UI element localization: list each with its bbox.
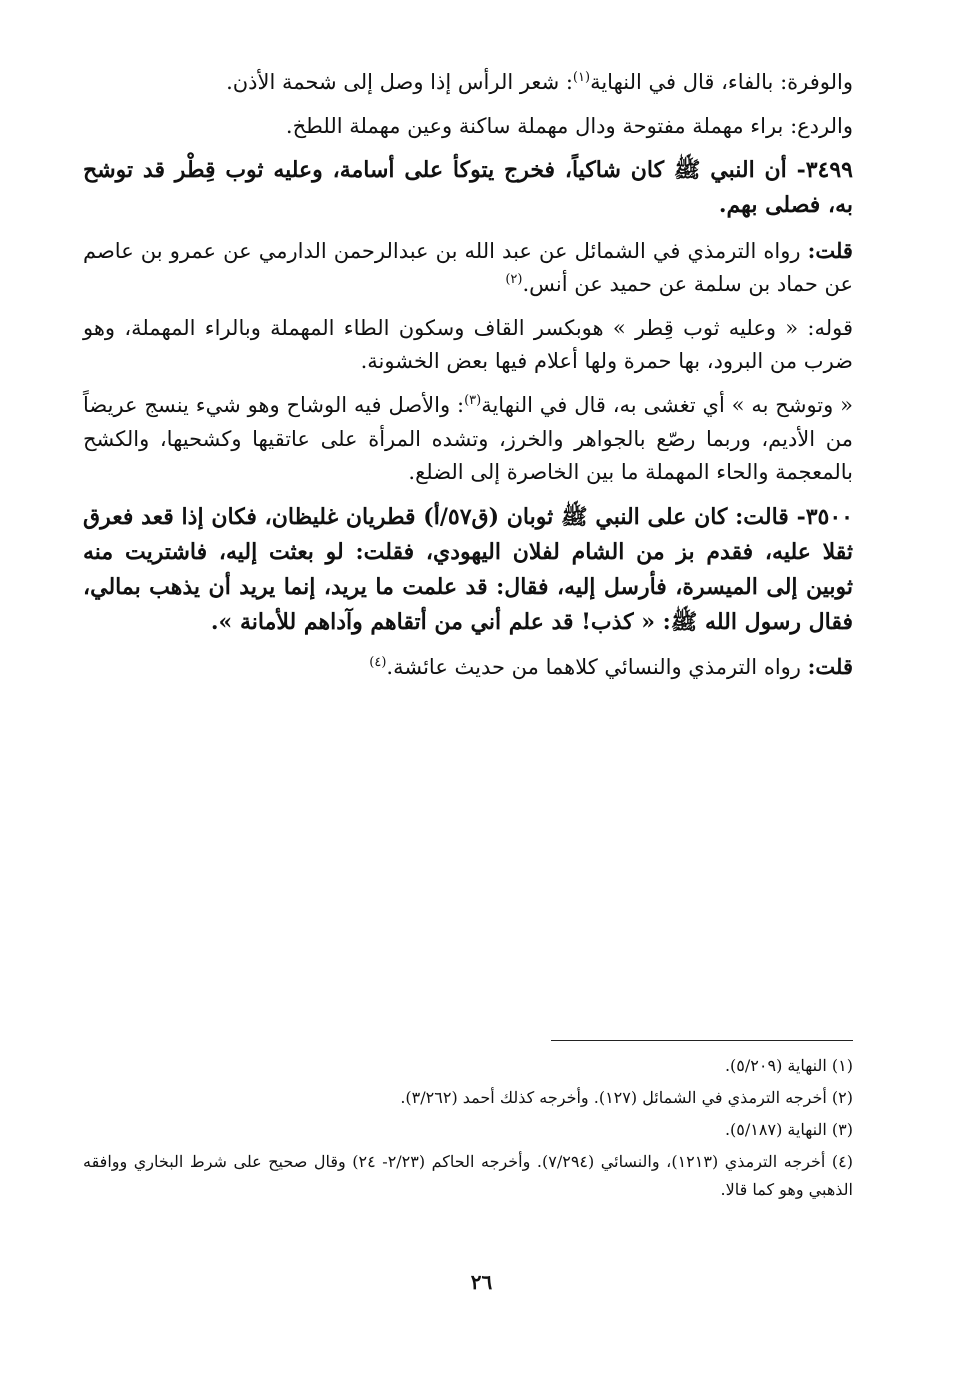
footnote-ref-3: (٣)	[464, 392, 482, 408]
footnote-ref-2: (٢)	[505, 272, 523, 288]
hadith-3500: ٣٥٠٠- قالت: كان على النبي ﷺ ثوبان (ق٥٧/أ) قطريان غليظان، فكان إذا قعد فعرق ثقلا عليه، فقدم بز من الشام لفلان اليهودي، فقلت: لو بعثت إليه، فاشتريت منه ثوبين إلى الميسرة، فأرسل إليه، فقال: قد علمت ما يريد، إنما يريد أن يذهب بمالي، فقال رسول الله ﷺ: « كذب! قد علم أني من أتقاهم وآداهم للأمانة ».	[83, 503, 853, 636]
footnote-4: (٤) أخرجه الترمذي (١٢١٣)، والنسائي (٧/٢٩٤). وأخرجه الحاكم (٢/٢٣- ٢٤) وقال صحيح على شرط البخاري ووافقه الذهبي وهو كما قالا.	[83, 1152, 854, 1199]
footnotes	[83, 1052, 853, 1208]
footnote-divider	[551, 1040, 853, 1041]
footnote-1: (١) النهاية (٥/٢٠٩).	[724, 1056, 853, 1075]
footnote-2: (٢) أخرجه الترمذي في الشمائل (١٢٧). وأخرجه كذلك أحمد (٣/٢٦٢).	[400, 1088, 853, 1107]
main-text	[83, 66, 853, 695]
hadith-3499: ٣٤٩٩- أن النبي ﷺ كان شاكياً، فخرج يتوكأ على أسامة، وعليه ثوب قِطْر قد توشح به، فصلى بهم.	[83, 157, 853, 219]
paragraph-qultu-2: قلت: رواه الترمذي والنسائي كلاهما من حديث عائشة.$^{(٤)}$	[369, 654, 853, 680]
paragraph-radaa: والردع: براء مهملة مفتوحة ودال مهملة ساكنة وعين مهملة اللطخ.	[285, 113, 853, 138]
paragraph-tawashshah: « وتوشح به » أي تغشى به، قال في النهاية$^{(٣)}$: والأصل فيه الوشاح وهو شيء ينسج عريضاً من الأديم، وربما رصّع بالجواهر والخرز، وتشده المرأة على عاتقيها وكشحيها، والكشح بالمعجمة والحاء المهملة ما بين الخاصرة إلى الضلع.	[83, 392, 853, 485]
paragraph-qultu-1: قلت: رواه الترمذي في الشمائل عن عبد الله بن عبدالرحمن الدارمي عن عمرو بن عاصم عن حماد بن سلمة عن حميد عن أنس.$^{(٢)}$	[83, 237, 853, 297]
footnote-ref-4: (٤)	[369, 655, 387, 671]
footnote-3: (٣) النهاية (٥/١٨٧).	[724, 1120, 853, 1139]
paragraph-wafra: والوفرة: بالفاء، قال في النهاية$^{(١)}$: شعر الرأس إذا وصل إلى شحمة الأذن.	[226, 70, 853, 94]
paragraph-qitr: قوله: « وعليه ثوب قِطر » هوبكسر القاف وسكون الطاء المهملة وبالراء المهملة، وهو ضرب من البرود، بها حمرة ولها أعلام فيها بعض الخشونة.	[83, 315, 853, 374]
footnote-ref-1: (١)	[572, 70, 591, 85]
page-number: ٢٦	[470, 1270, 493, 1294]
